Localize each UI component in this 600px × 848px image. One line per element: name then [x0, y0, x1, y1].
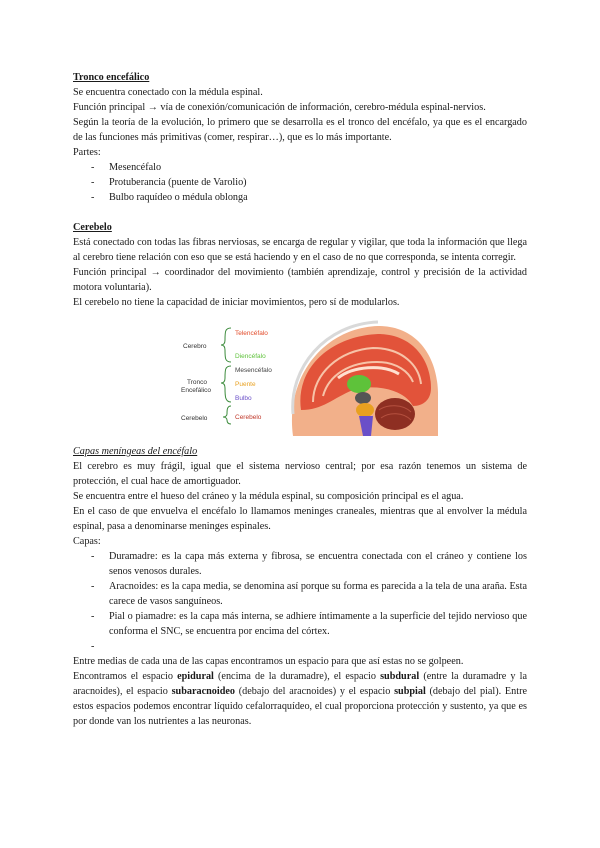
label-puente: Puente	[235, 381, 256, 388]
meninges-line-2: Se encuentra entre el hueso del cráneo y la médula espinal, su composición principal es el agua.	[73, 491, 464, 502]
spaces-intro: Entre medias de cada una de las capas encontramos un espacio para que así estas no se golpeen.	[73, 656, 464, 667]
spaces-paragraph: Encontramos el espacio epidural (encima de la duramadre), el espacio subdural (entre la duramadre y la aracnoides), el espacio subaracnoideo (debajo del aracnoides) y el espacio subpial (debajo del pial). Entre estos espacios podemos encontrar líquido cefalorraquídeo, el cual proporciona protección y sustento, ya que es por donde van los nutrientes a las neuronas.	[73, 671, 528, 727]
document-page	[73, 70, 527, 729]
label-tronco: Tronco	[187, 379, 207, 386]
label-mesencefalo: Mesencéfalo	[235, 367, 272, 374]
brainstem-parts-list	[73, 160, 527, 205]
brain-diagram	[73, 318, 527, 438]
list-item: - Protuberancia (puente de Varolio)	[73, 175, 527, 190]
label-cerebelo-group: Cerebelo	[181, 415, 208, 422]
label-bulbo: Bulbo	[235, 395, 252, 402]
cerebellum-line-1: Está conectado con todas las fibras nerviosas, se encarga de regular y vigilar, que toda la información que llega al cerebro tiene relación con eso que se está haciendo y en el caso de no que corresponda, se intenta corregir.	[73, 237, 527, 263]
label-cerebelo: Cerebelo	[235, 414, 262, 421]
meninges-line-1: El cerebro es muy frágil, igual que el sistema nervioso central; por esa razón tenemos un sistema de protección, el cual hace de amortiguador.	[73, 461, 527, 487]
term-subpial: subpial	[394, 686, 426, 697]
label-telencefalo: Telencéfalo	[235, 330, 268, 337]
meninges-layers-label: Capas:	[73, 536, 101, 547]
list-item: - Mesencéfalo	[73, 160, 527, 175]
cerebellum-line-3: El cerebelo no tiene la capacidad de iniciar movimientos, pero sí de modularlos.	[73, 297, 400, 308]
brainstem-line-2: Función principal → vía de conexión/comunicación de información, cerebro-médula espinal-nervios.	[73, 102, 486, 113]
brainstem-parts-label: Partes:	[73, 147, 101, 158]
term-subaracnoideo: subaracnoideo	[171, 686, 235, 697]
brainstem-line-3: Según la teoría de la evolución, lo primero que se desarrolla es el tronco del encéfalo, ya que es el encargado de las funciones más primitivas (comer, respirar…), que es lo más importante.	[73, 117, 527, 143]
meninges-layers-list	[73, 549, 527, 654]
term-epidural: epidural	[177, 671, 214, 682]
brain-illustration	[173, 318, 438, 438]
meninges-heading: Capas meníngeas del encéfalo	[73, 446, 198, 457]
brainstem-line-1: Se encuentra conectado con la médula espinal.	[73, 87, 263, 98]
label-cerebro: Cerebro	[183, 343, 207, 350]
list-item: - Bulbo raquídeo o médula oblonga	[73, 190, 527, 205]
label-encefalico: Encefálico	[181, 387, 211, 394]
cerebellum-line-2: Función principal → coordinador del movimiento (también aprendizaje, control y precisión de la actividad motora voluntaria).	[73, 267, 527, 293]
brainstem-heading: Tronco encefálico	[73, 72, 150, 83]
mesencephalon-region	[355, 392, 371, 404]
pons-region	[356, 403, 374, 417]
label-diencefalo: Diencéfalo	[235, 353, 266, 360]
cerebellum-heading: Cerebelo	[73, 222, 112, 233]
list-item: - Pial o piamadre: es la capa más interna, se adhiere íntimamente a la superficie del tejido nervioso que conforma el SNC, se encuentra por encima del córtex.	[73, 609, 527, 639]
list-item	[73, 639, 527, 654]
diencephalon-region	[347, 375, 371, 393]
list-item: - Aracnoides: es la capa media, se denomina así porque su forma es parecida a la tela de una araña. Esta carece de vasos sanguíneos.	[73, 579, 527, 609]
list-item: - Duramadre: es la capa más externa y fibrosa, se encuentra conectada con el cráneo y contiene los senos venosos durales.	[73, 549, 527, 579]
term-subdural: subdural	[380, 671, 420, 682]
meninges-line-3: En el caso de que envuelva el encéfalo lo llamamos meninges craneales, mientras que al envolver la médula espinal, pasa a denominarse meninges espinales.	[73, 506, 527, 532]
